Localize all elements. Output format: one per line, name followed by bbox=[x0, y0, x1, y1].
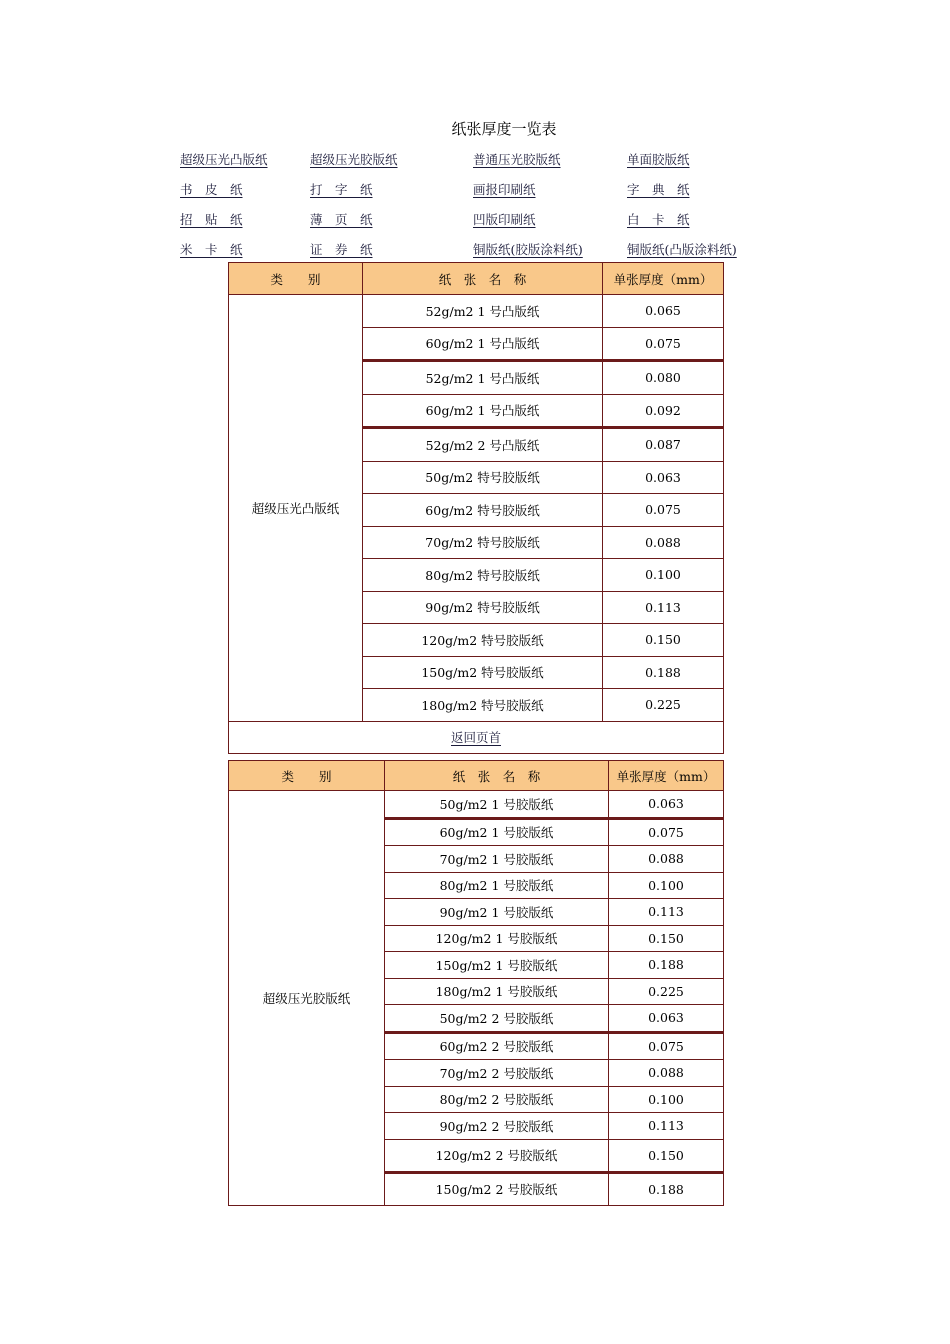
paper-name-cell: 52g/m2 1 号凸版纸 bbox=[363, 361, 603, 395]
nav-links bbox=[180, 148, 780, 268]
header-thickness: 单张厚度（mm） bbox=[609, 761, 724, 791]
thickness-cell: 0.100 bbox=[603, 559, 724, 592]
header-thickness: 单张厚度（mm） bbox=[603, 263, 724, 295]
paper-name-cell: 150g/m2 1 号胶版纸 bbox=[385, 952, 609, 979]
thickness-cell: 0.100 bbox=[609, 1086, 724, 1113]
back-to-top-link[interactable]: 返回页首 bbox=[450, 730, 501, 745]
nav-link[interactable]: 超级压光胶版纸 bbox=[310, 152, 398, 167]
thickness-cell: 0.188 bbox=[609, 1172, 724, 1205]
nav-link[interactable]: 超级压光凸版纸 bbox=[180, 152, 268, 167]
thickness-cell: 0.150 bbox=[609, 925, 724, 952]
thickness-cell: 0.188 bbox=[603, 656, 724, 689]
back-cell bbox=[229, 721, 724, 753]
nav-row bbox=[180, 208, 780, 238]
thickness-cell: 0.113 bbox=[603, 591, 724, 624]
nav-link[interactable]: 白 卡 纸 bbox=[627, 212, 690, 227]
paper-name-cell: 60g/m2 1 号胶版纸 bbox=[385, 818, 609, 846]
table-header-row bbox=[229, 761, 724, 791]
paper-name-cell: 52g/m2 1 号凸版纸 bbox=[363, 295, 603, 328]
nav-link[interactable]: 铜版纸(胶版涂料纸) bbox=[473, 242, 583, 257]
thickness-cell: 0.150 bbox=[609, 1139, 724, 1172]
nav-link[interactable]: 铜版纸(凸版涂料纸) bbox=[627, 242, 737, 257]
paper-name-cell: 180g/m2 特号胶版纸 bbox=[363, 689, 603, 722]
table-row bbox=[229, 791, 724, 819]
thickness-table-offset bbox=[228, 760, 724, 1206]
thickness-cell: 0.075 bbox=[609, 818, 724, 846]
nav-link[interactable]: 普通压光胶版纸 bbox=[473, 152, 561, 167]
thickness-cell: 0.225 bbox=[603, 689, 724, 722]
nav-link[interactable]: 单面胶版纸 bbox=[627, 152, 690, 167]
header-category: 类 别 bbox=[229, 761, 385, 791]
paper-name-cell: 60g/m2 特号胶版纸 bbox=[363, 494, 603, 527]
thickness-cell: 0.080 bbox=[603, 361, 724, 395]
thickness-cell: 0.075 bbox=[603, 494, 724, 527]
nav-link[interactable]: 打 字 纸 bbox=[310, 182, 373, 197]
paper-name-cell: 80g/m2 特号胶版纸 bbox=[363, 559, 603, 592]
thickness-cell: 0.063 bbox=[603, 461, 724, 494]
paper-name-cell: 50g/m2 2 号胶版纸 bbox=[385, 1005, 609, 1033]
paper-name-cell: 90g/m2 特号胶版纸 bbox=[363, 591, 603, 624]
paper-name-cell: 150g/m2 特号胶版纸 bbox=[363, 656, 603, 689]
table-body bbox=[229, 791, 724, 1206]
paper-name-cell: 70g/m2 1 号胶版纸 bbox=[385, 846, 609, 873]
thickness-cell: 0.113 bbox=[609, 899, 724, 926]
paper-name-cell: 60g/m2 2 号胶版纸 bbox=[385, 1032, 609, 1060]
nav-row bbox=[180, 148, 780, 178]
thickness-cell: 0.075 bbox=[603, 327, 724, 361]
category-cell: 超级压光胶版纸 bbox=[229, 791, 385, 1206]
header-category: 类 别 bbox=[229, 263, 363, 295]
header-name: 纸 张 名 称 bbox=[363, 263, 603, 295]
table-body bbox=[229, 295, 724, 754]
nav-link[interactable]: 证 券 纸 bbox=[310, 242, 373, 257]
thickness-cell: 0.092 bbox=[603, 394, 724, 428]
thickness-cell: 0.113 bbox=[609, 1113, 724, 1140]
thickness-cell: 0.065 bbox=[603, 295, 724, 328]
paper-name-cell: 120g/m2 1 号胶版纸 bbox=[385, 925, 609, 952]
thickness-cell: 0.225 bbox=[609, 978, 724, 1005]
header-name: 纸 张 名 称 bbox=[385, 761, 609, 791]
back-row bbox=[229, 721, 724, 753]
nav-row bbox=[180, 178, 780, 208]
category-cell: 超级压光凸版纸 bbox=[229, 295, 363, 722]
table-row bbox=[229, 295, 724, 328]
paper-name-cell: 80g/m2 1 号胶版纸 bbox=[385, 872, 609, 899]
paper-name-cell: 120g/m2 特号胶版纸 bbox=[363, 624, 603, 657]
nav-link[interactable]: 画报印刷纸 bbox=[473, 182, 536, 197]
paper-name-cell: 70g/m2 2 号胶版纸 bbox=[385, 1060, 609, 1087]
nav-link[interactable]: 字 典 纸 bbox=[627, 182, 690, 197]
thickness-cell: 0.063 bbox=[609, 1005, 724, 1033]
page-title: 纸张厚度一览表 bbox=[451, 120, 557, 138]
paper-name-cell: 90g/m2 2 号胶版纸 bbox=[385, 1113, 609, 1140]
paper-name-cell: 120g/m2 2 号胶版纸 bbox=[385, 1139, 609, 1172]
thickness-cell: 0.088 bbox=[603, 526, 724, 559]
paper-name-cell: 60g/m2 1 号凸版纸 bbox=[363, 327, 603, 361]
thickness-cell: 0.150 bbox=[603, 624, 724, 657]
nav-link[interactable]: 米 卡 纸 bbox=[180, 242, 243, 257]
paper-name-cell: 90g/m2 1 号胶版纸 bbox=[385, 899, 609, 926]
thickness-cell: 0.063 bbox=[609, 791, 724, 819]
table-header-row bbox=[229, 263, 724, 295]
paper-name-cell: 80g/m2 2 号胶版纸 bbox=[385, 1086, 609, 1113]
paper-name-cell: 52g/m2 2 号凸版纸 bbox=[363, 428, 603, 462]
thickness-cell: 0.088 bbox=[609, 846, 724, 873]
paper-name-cell: 180g/m2 1 号胶版纸 bbox=[385, 978, 609, 1005]
paper-name-cell: 150g/m2 2 号胶版纸 bbox=[385, 1172, 609, 1205]
paper-name-cell: 60g/m2 1 号凸版纸 bbox=[363, 394, 603, 428]
paper-name-cell: 50g/m2 1 号胶版纸 bbox=[385, 791, 609, 819]
thickness-cell: 0.075 bbox=[609, 1032, 724, 1060]
thickness-cell: 0.088 bbox=[609, 1060, 724, 1087]
paper-name-cell: 70g/m2 特号胶版纸 bbox=[363, 526, 603, 559]
thickness-cell: 0.188 bbox=[609, 952, 724, 979]
nav-link[interactable]: 薄 页 纸 bbox=[310, 212, 373, 227]
nav-link[interactable]: 招 贴 纸 bbox=[180, 212, 243, 227]
thickness-cell: 0.087 bbox=[603, 428, 724, 462]
thickness-cell: 0.100 bbox=[609, 872, 724, 899]
nav-link[interactable]: 书 皮 纸 bbox=[180, 182, 243, 197]
thickness-table-letterpress bbox=[228, 262, 724, 754]
nav-link[interactable]: 凹版印刷纸 bbox=[473, 212, 536, 227]
paper-name-cell: 50g/m2 特号胶版纸 bbox=[363, 461, 603, 494]
